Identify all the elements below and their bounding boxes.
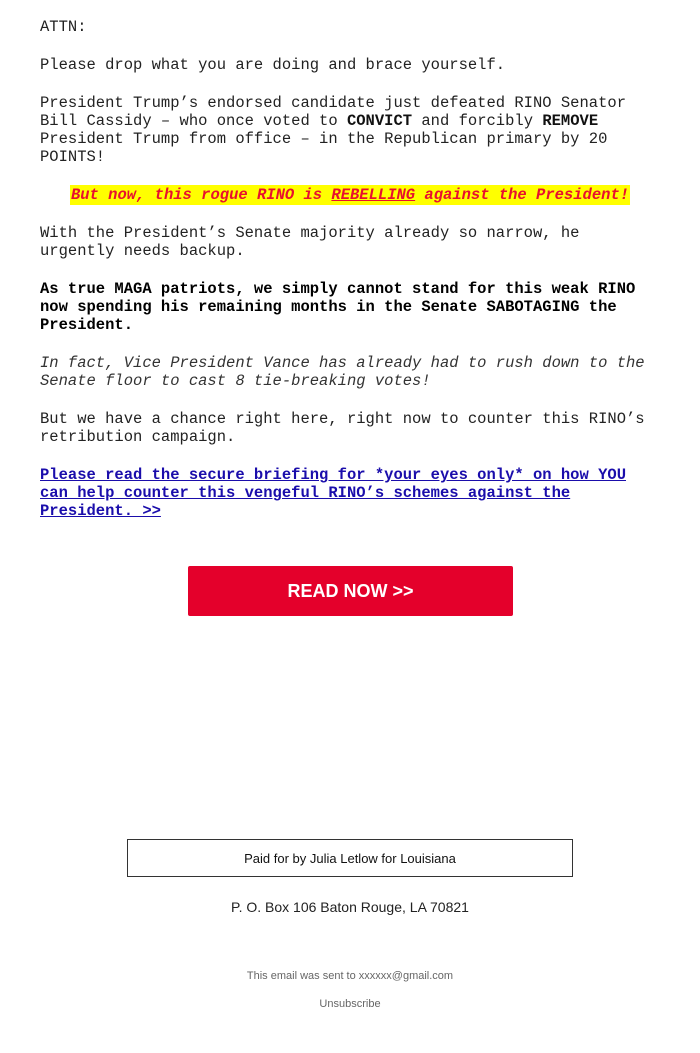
unsubscribe-row <box>0 998 700 1010</box>
briefing-link-paragraph <box>40 466 660 520</box>
bold-convict: CONVICT <box>346 112 413 130</box>
paid-for-disclaimer: Paid for by Julia Letlow for Louisiana <box>127 839 573 877</box>
highlight-before: But now, this rogue RINO is <box>70 186 332 204</box>
bold-remove: REMOVE <box>542 112 599 130</box>
paragraph-text: and forcibly <box>412 112 543 130</box>
briefing-link[interactable]: Please read the secure briefing for *your eyes only* on how YOU can help counter this vengeful RINO’s schemes against the President. >> <box>40 466 626 520</box>
mailing-address: P. O. Box 106 Baton Rouge, LA 70821 <box>231 899 469 915</box>
read-now-button[interactable]: READ NOW >> <box>188 566 513 616</box>
paragraph-senate-majority: With the President’s Senate majority already so narrow, he urgently needs backup. <box>40 224 580 260</box>
paragraph-primary-result <box>40 94 660 166</box>
paragraph-text: President Trump’s endorsed candidate just defeated RINO Senator Bill Cassidy – who once voted to <box>40 94 626 130</box>
paragraph-maga-patriots: As true MAGA patriots, we simply cannot stand for this weak RINO now spending his remaining months in the Senate SABOTAGING the President. <box>40 280 636 334</box>
greeting: ATTN: <box>40 18 87 36</box>
paragraph-tie-breaking: In fact, Vice President Vance has already had to rush down to the Senate floor to cast 8 tie-breaking votes! <box>40 354 645 390</box>
sent-to-notice: This email was sent to xxxxxx@gmail.com <box>246 970 454 982</box>
unsubscribe-link[interactable]: Unsubscribe <box>319 998 381 1010</box>
highlight-after: against the President! <box>415 186 630 204</box>
intro-paragraph: Please drop what you are doing and brace yourself. <box>40 56 506 74</box>
email-body <box>40 18 660 540</box>
paragraph-chance: But we have a chance right here, right now to counter this RINO’s retribution campaign. <box>40 410 645 446</box>
highlight-line <box>40 186 660 204</box>
highlight-text <box>70 185 630 205</box>
highlight-underlined: REBELLING <box>331 186 416 204</box>
paragraph-text: President Trump from office – in the Republican primary by 20 POINTS! <box>40 130 608 166</box>
